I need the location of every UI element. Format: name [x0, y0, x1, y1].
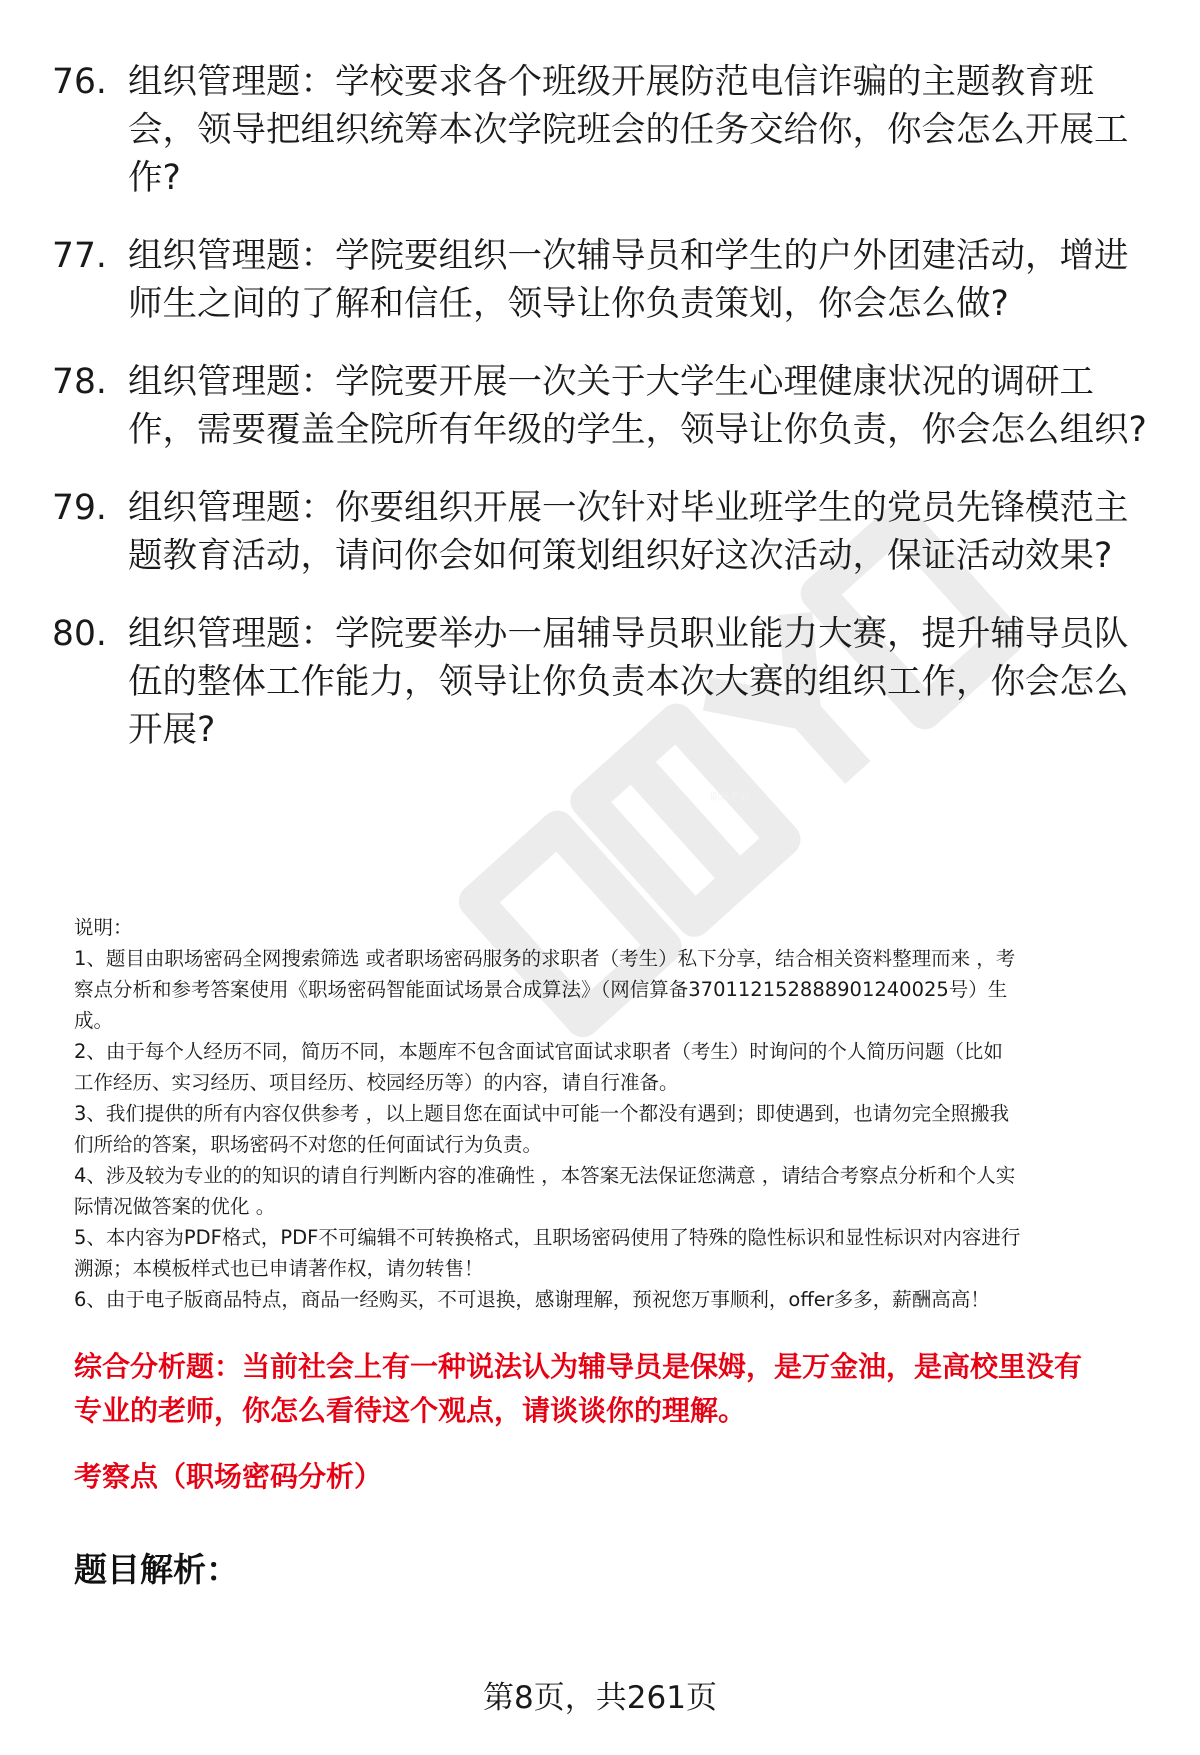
notes-line: 3、我们提供的所有内容仅供参考 ，以上题目您在面试中可能一个都没有遇到；即使遇到，也请勿完全照搬我	[74, 1102, 1010, 1125]
notes-line: 成。	[74, 1009, 114, 1032]
notes-line: 们所给的答案，职场密码不对您的任何面试行为负责。	[74, 1133, 543, 1156]
notes-line: 5、本内容为PDF格式，PDF不可编辑不可转换格式，且职场密码使用了特殊的隐性标识和显性标识对内容进行	[74, 1226, 1021, 1249]
notes-line: 2、由于每个人经历不同，简历不同，本题库不包含面试官面试求职者（考生）时询问的个人简历问题（比如	[74, 1040, 1003, 1063]
question-item	[52, 484, 1152, 580]
notes-line: 4、涉及较为专业的的知识的请自行判断内容的准确性 ，本答案无法保证您满意 ，请结合考察点分析和个人实	[74, 1164, 1016, 1187]
notes-line: 1、题目由职场密码全网搜索筛选 或者职场密码服务的求职者（考生）私下分享，结合相关资料整理而来 ，考	[74, 947, 1016, 970]
question-number: 79.	[52, 488, 107, 528]
question-number: 78.	[52, 362, 107, 402]
notes-section	[74, 912, 1154, 1315]
red-question-line: 综合分析题：当前社会上有一种说法认为辅导员是保姆，是万金油，是高校里没有	[74, 1350, 1083, 1383]
question-text: 组织管理题：学院要组织一次辅导员和学生的户外团建活动，增进师生之间的了解和信任，领导让你负责策划，你会怎么做?	[128, 236, 1129, 324]
question-text: 组织管理题：学院要开展一次关于大学生心理健康状况的调研工作，需要覆盖全院所有年级的学生，领导让你负责，你会怎么组织?	[128, 362, 1147, 450]
comprehensive-analysis-question	[74, 1345, 1154, 1433]
question-text: 组织管理题：你要组织开展一次针对毕业班学生的党员先锋模范主题教育活动，请问你会如何策划组织好这次活动，保证活动效果?	[128, 488, 1129, 576]
question-text: 组织管理题：学院要举办一届辅导员职业能力大赛，提升辅导员队伍的整体工作能力，领导让你负责本次大赛的组织工作，你会怎么开展?	[128, 614, 1129, 750]
notes-title: 说明：	[74, 916, 133, 939]
question-text: 组织管理题：学校要求各个班级开展防范电信诈骗的主题教育班会，领导把组织统筹本次学院班会的任务交给你，你会怎么开展工作?	[128, 62, 1129, 198]
notes-line: 溯源；本模板样式也已申请著作权，请勿转售！	[74, 1257, 484, 1280]
exam-point-heading: 考察点（职场密码分析）	[74, 1460, 383, 1493]
notes-line: 工作经历、实习经历、项目经历、校园经历等）的内容，请自行准备。	[74, 1071, 679, 1094]
question-number: 76.	[52, 62, 107, 102]
question-item	[52, 58, 1152, 202]
page-footer: 第8页，共261页	[483, 1680, 717, 1716]
question-number: 77.	[52, 236, 107, 276]
question-item	[52, 358, 1152, 454]
question-item	[52, 232, 1152, 328]
notes-line: 察点分析和参考答案使用《职场密码智能面试场景合成算法》（网信算备370112152888901240025号）生	[74, 978, 1008, 1001]
watermark-text: 职场密码	[710, 792, 750, 803]
notes-line: 6、由于电子版商品特点，商品一经购买，不可退换，感谢理解，预祝您万事顺利，offer多多，薪酬高高！	[74, 1288, 990, 1311]
question-list	[52, 58, 1152, 784]
question-item	[52, 610, 1152, 754]
question-number: 80.	[52, 614, 107, 654]
notes-line: 际情况做答案的优化 。	[74, 1195, 276, 1218]
red-question-line: 专业的老师，你怎么看待这个观点，请谈谈你的理解。	[74, 1394, 747, 1427]
analysis-heading: 题目解析：	[74, 1550, 239, 1589]
